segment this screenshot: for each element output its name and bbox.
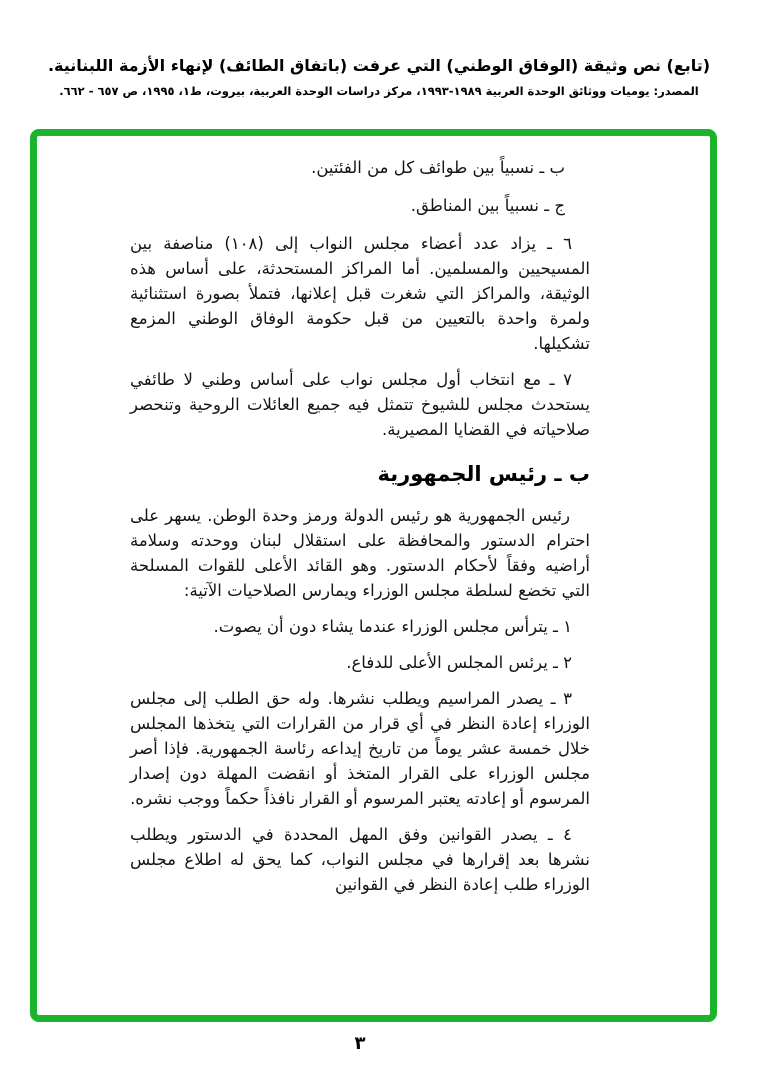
list-item-j: ج ـ نسبياً بين المناطق. <box>410 196 565 215</box>
clause-6: ٦ ـ يزاد عدد أعضاء مجلس النواب إلى (١٠٨) مناصفة بين المسيحيين والمسلمين. أما المراكز المستحدثة، على أساس هذه الوثيقة، والمراكز التي شغرت قبل إعلانها، فتملأ بصورة استثنائية ولمرة واحدة بالتعيين من قبل حكومة الوفاق الوطني المزمع تشكيلها. <box>130 234 590 353</box>
page-number: ٣ <box>354 1033 366 1054</box>
power-1: ١ ـ يترأس مجلس الوزراء عندما يشاء دون أن يصوت. <box>213 617 572 636</box>
power-4: ٤ ـ يصدر القوانين وفق المهل المحددة في الدستور ويطلب نشرها بعد إقرارها في مجلس النواب، كما يحق له اطلاع مجلس الوزراء طلب إعادة النظر في القوانين <box>130 825 590 894</box>
document-title: (تابع) نص وثيقة (الوفاق الوطني) التي عرفت (باتفاق الطائف) لإنهاء الأزمة اللبنانية. <box>47 56 711 75</box>
page-header <box>20 55 738 99</box>
clause-7: ٧ ـ مع انتخاب أول مجلس نواب على أساس وطني لا طائفي يستحدث مجلس للشيوخ تتمثل فيه جميع العائلات الروحية وتنحصر صلاحياته في القضايا المصيرية. <box>130 370 590 439</box>
president-intro-paragraph: رئيس الجمهورية هو رئيس الدولة ورمز وحدة الوطن. يسهر على احترام الدستور والمحافظة على استقلال لبنان ووحدته وسلامة أراضيه وفقاً لأحكام الدستور. وهو القائد الأعلى للقوات المسلحة التي تخضع لسلطة مجلس الوزراء ويمارس الصلاحيات الآتية: <box>130 506 590 600</box>
power-2: ٢ ـ يرئس المجلس الأعلى للدفاع. <box>346 653 572 672</box>
section-heading-president: ب ـ رئيس الجمهورية <box>377 462 590 486</box>
source-citation: المصدر: يوميات ووثائق الوحدة العربية ١٩٨٩-١٩٩٣، مركز دراسات الوحدة العربية، بيروت، ط١، ١٩٩٥، ص ٦٥٧ - ٦٦٢. <box>59 84 699 98</box>
list-item-b: ب ـ نسبياً بين طوائف كل من الفئتين. <box>311 158 565 177</box>
power-3: ٣ ـ يصدر المراسيم ويطلب نشرها. وله حق الطلب إلى مجلس الوزراء إعادة النظر في أي قرار من القرارات التي يتخذها المجلس خلال خمسة عشر يوماً من تاريخ إيداعه رئاسة الجمهورية. فإذا أصر مجلس الوزراء على القرار المتخذ أو انقضت المهلة دون إصدار المرسوم أو إعادته يعتبر المرسوم أو القرار نافذاً حكماً ووجب نشره. <box>130 689 590 808</box>
document-body <box>130 155 590 908</box>
